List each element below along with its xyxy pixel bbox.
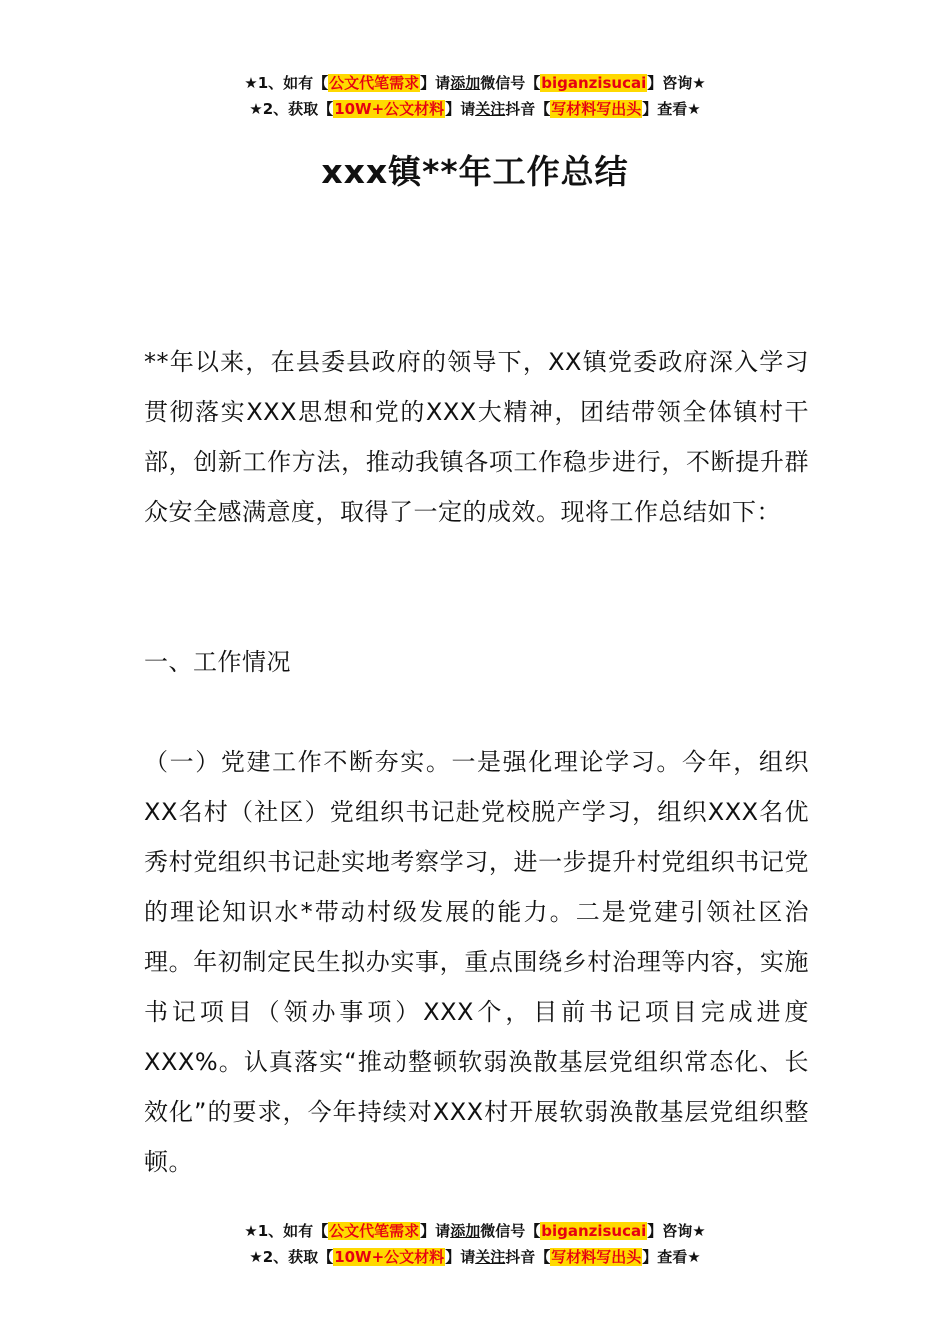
- highlight-wechat-id: biganzisucai: [541, 74, 647, 92]
- highlight-douyin-account: 写材料写出头: [551, 100, 642, 118]
- promo-line-1: ★1、如有【公文代笔需求】请添加微信号【biganzisucai】咨询★: [244, 74, 706, 92]
- promo-line-1: ★1、如有【公文代笔需求】请添加微信号【biganzisucai】咨询★: [244, 1222, 706, 1240]
- highlight-service: 公文代笔需求: [329, 74, 420, 92]
- promo-line-2: ★2、获取【10W+公文材料】请关注抖音【写材料写出头】查看★: [249, 1248, 701, 1266]
- intro-paragraph: **年以来，在县委县政府的领导下，XX镇党委政府深入学习贯彻落实XXX思想和党的XXX大精神，团结带领全体镇村干部，创新工作方法，推动我镇各项工作稳步进行，不断提升群众安全感满意度，取得了一定的成效。现将工作总结如下：: [144, 348, 809, 526]
- highlight-wechat-id: biganzisucai: [541, 1222, 647, 1240]
- party-building-paragraph: （一）党建工作不断夯实。一是强化理论学习。今年，组织XX名村（社区）党组织书记赴党校脱产学习，组织XXX名优秀村党组织书记赴实地考察学习，进一步提升村党组织书记党的理论知识水*带动村级发展的能力。二是党建引领社区治理。年初制定民生拟办实事，重点围绕乡村治理等内容，实施书记项目（领办事项）XXX个，目前书记项目完成进度XXX%。认真落实“推动整顿软弱涣散基层党组织常态化、长效化”的要求，今年持续对XXX村开展软弱涣散基层党组织整顿。: [144, 748, 809, 1176]
- promo-banner-bottom: [0, 1218, 950, 1270]
- document-title: xxx镇**年工作总结: [321, 152, 629, 191]
- highlight-materials: 10W+公文材料: [334, 100, 445, 118]
- promo-banner-top: [0, 70, 950, 122]
- highlight-materials: 10W+公文材料: [334, 1248, 445, 1266]
- promo-line-2: ★2、获取【10W+公文材料】请关注抖音【写材料写出头】查看★: [249, 100, 701, 118]
- section-heading: 一、工作情况: [144, 648, 291, 676]
- highlight-douyin-account: 写材料写出头: [551, 1248, 642, 1266]
- highlight-service: 公文代笔需求: [329, 1222, 420, 1240]
